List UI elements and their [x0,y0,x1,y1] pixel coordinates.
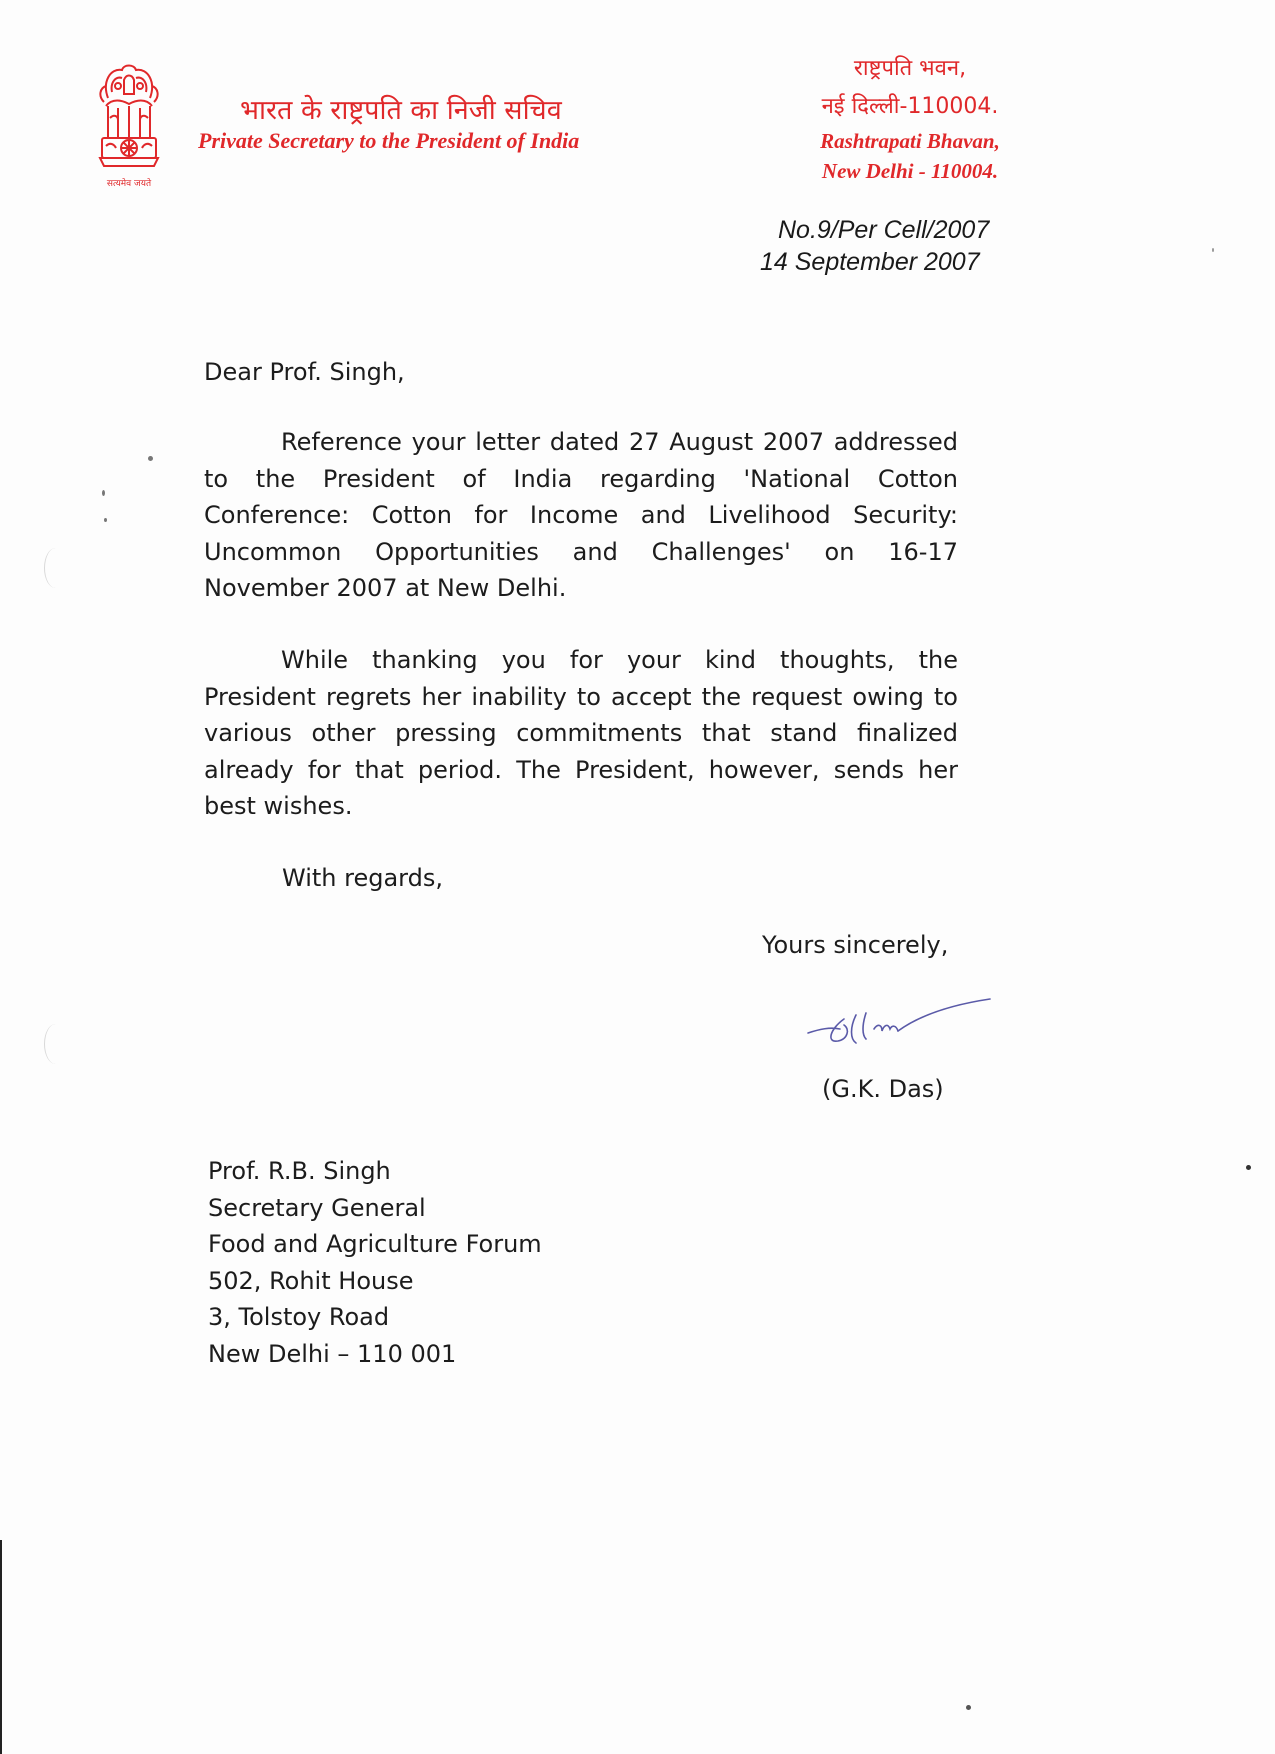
scan-curl-mark [44,1024,67,1064]
address-english-line-2: New Delhi - 110004. [821,159,999,183]
signatory-name: (G.K. Das) [822,1075,944,1103]
paragraph-reference: Reference your letter dated 27 August 2007 addressed to the President of India regarding 'National Cotton Conference: Cotton for Income and Livelihood Security: Uncommon Opportunities and Challenges' on 16-17 November 2007 at New Delhi. [204,428,958,602]
scan-speck [1212,248,1214,252]
scan-speck [148,456,153,461]
scan-speck [102,490,105,496]
office-title-hindi: भारत के राष्ट्रपति का निजी सचिव [240,95,562,126]
state-emblem-icon [88,58,170,196]
address-hindi-line-2: नई दिल्ली-110004. [821,94,999,119]
recipient-line: 502, Rohit House [208,1266,414,1295]
address-hindi-line-1: राष्ट्रपति भवन, [853,56,967,81]
handwritten-signature [800,995,1000,1065]
recipient-line: Food and Agriculture Forum [208,1230,542,1258]
recipient-line: Secretary General [208,1193,426,1222]
paragraph-regret: While thanking you for your kind thoughts, the President regrets her inability to accept the request owing to various other pressing commitments that stand finalized already for that period. The President, however, sends her best wishes. [204,646,958,820]
recipient-line: New Delhi – 110 001 [208,1339,457,1368]
office-title-english: Private Secretary to the President of India [198,128,580,153]
scan-curl-mark [44,548,67,588]
letterhead-address [780,50,1040,186]
regards-line: With regards, [282,864,443,892]
recipient-line: Prof. R.B. Singh [208,1157,391,1185]
scan-speck [966,1705,971,1710]
scan-speck [104,518,107,522]
reference-block [760,214,1010,278]
recipient-address [208,1153,542,1372]
address-english-line-1: Rashtrapati Bhavan, [820,129,1000,153]
letter-date: 14 September 2007 [760,248,980,276]
recipient-line: 3, Tolstoy Road [208,1303,390,1331]
scan-edge-line [0,1540,2,1754]
closing-line: Yours sincerely, [762,931,949,959]
salutation: Dear Prof. Singh, [204,358,405,386]
scan-speck [1246,1165,1251,1170]
reference-number: No.9/Per Cell/2007 [778,216,990,244]
emblem-motto: सत्यमेव जयते [106,179,152,189]
